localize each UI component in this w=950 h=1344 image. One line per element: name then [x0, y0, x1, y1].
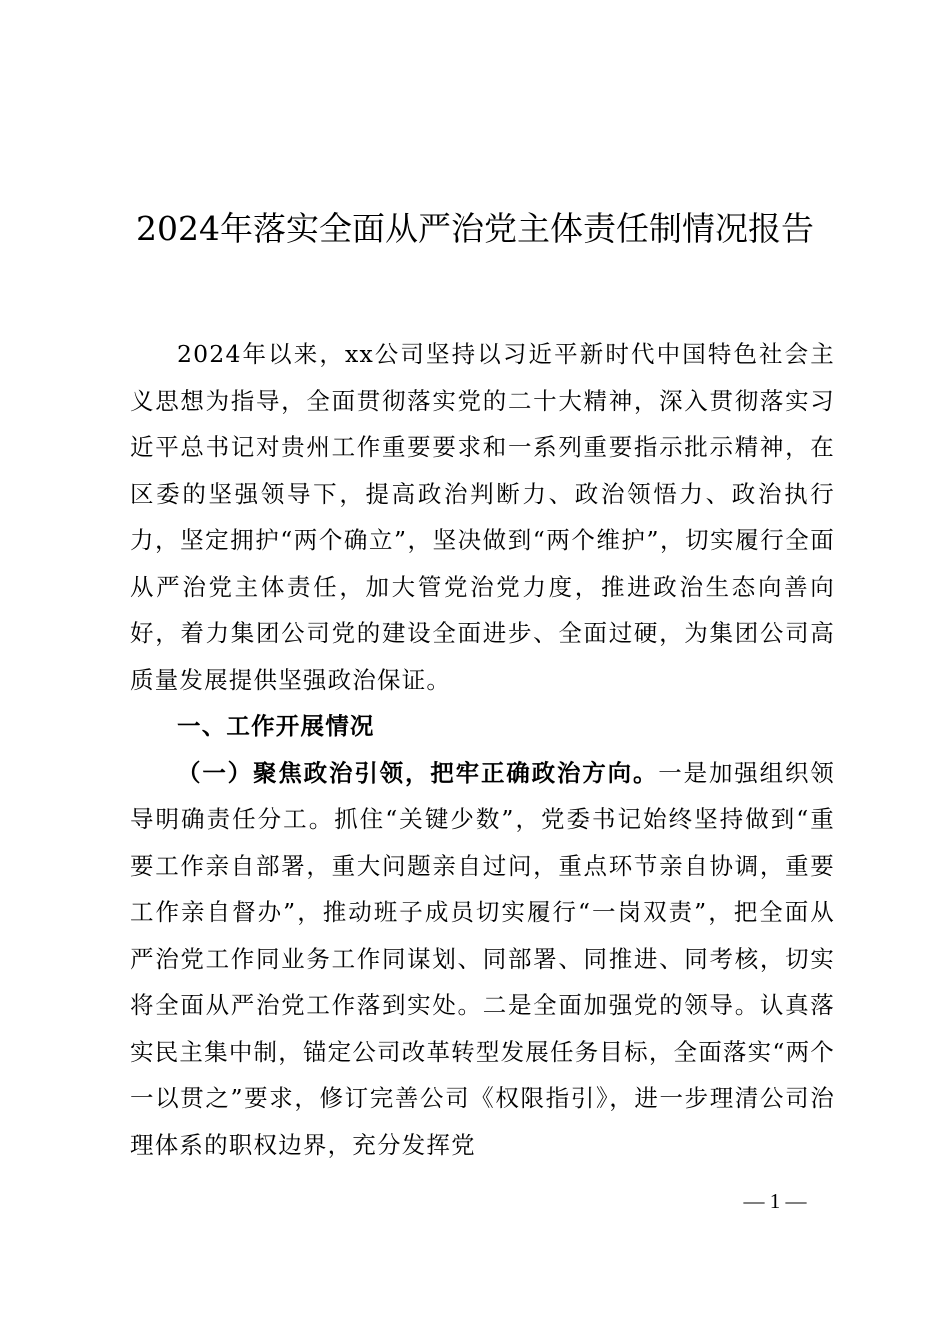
document-title: 2024年落实全面从严治党主体责任制情况报告	[136, 209, 814, 248]
section-heading: 一、工作开展情况	[177, 712, 375, 740]
intro-paragraph: 2024年以来，xx公司坚持以习近平新时代中国特色社会主义思想为指导，全面贯彻落实党的二十大精神，深入贯彻落实习近平总书记对贵州工作重要要求和一系列重要指示批示精神，在区委的坚强领导下，提高政治判断力、政治领悟力、政治执行力，坚定拥护“两个确立”，坚决做到“两个维护”，切实履行全面从严治党主体责任，加大管党治党力度，推进政治生态向善向好，着力集团公司党的建设全面进步、全面过硬，为集团公司高质量发展提供坚强政治保证。	[130, 340, 835, 694]
subsection-heading: （一）聚焦政治引领，把牢正确政治方向。	[177, 758, 659, 787]
subsection-body: 一是加强组织领导明确责任分工。抓住“关键少数”，党委书记始终坚持做到“重要工作亲自部署，重大问题亲自过问，重点环节亲自协调，重要工作亲自督办”，推动班子成员切实履行“一岗双责”，把全面从严治党工作同业务工作同谋划、同部署、同推进、同考核，切实将全面从严治党工作落到实处。二是全面加强党的领导。认真落实民主集中制，锚定公司改革转型发展任务目标，全面落实“两个一以贯之”要求，修订完善公司《权限指引》，进一步理清公司治理体系的职权边界，充分发挥党	[130, 758, 835, 1159]
page-number: — 1 —	[743, 1189, 807, 1213]
document-body	[130, 331, 835, 1168]
subsection-paragraph	[130, 750, 835, 1169]
